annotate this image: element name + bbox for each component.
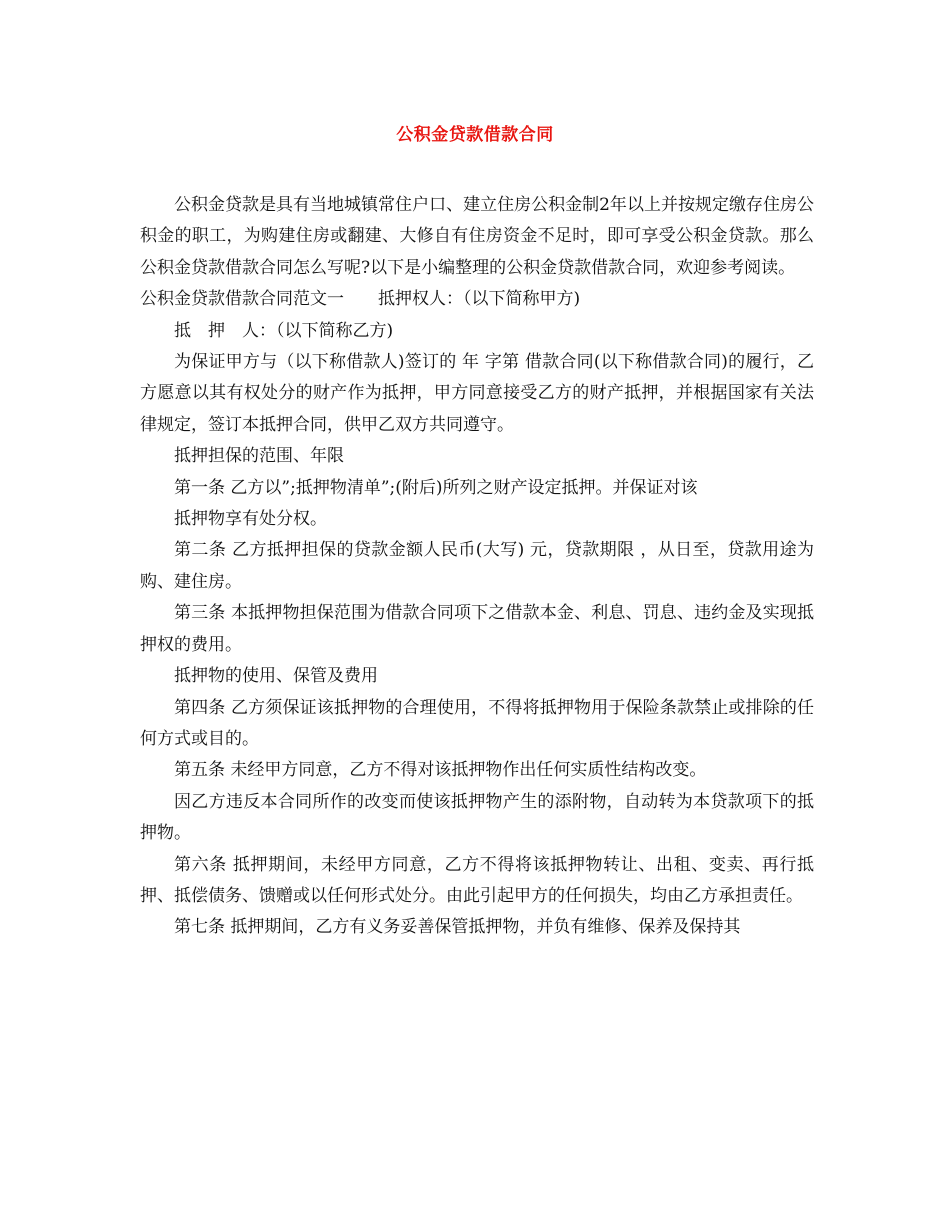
- paragraph: 第七条 抵押期间，乙方有义务妥善保管抵押物，并负有维修、保养及保持其: [174, 917, 741, 938]
- paragraph: 抵押物享有处分权。: [174, 509, 327, 530]
- paragraph: 抵押担保的范围、年限: [174, 446, 344, 467]
- paragraph: 第二条 乙方抵押担保的贷款金额人民币(大写) 元，贷款期限 ，从日至，贷款用途为购、建住房。: [140, 540, 814, 592]
- paragraph: 第四条 乙方须保证该抵押物的合理使用，不得将抵押物用于保险条款禁止或排除的任何方式或目的。: [140, 697, 814, 749]
- paragraph: 抵 押 人：（以下简称乙方): [174, 320, 394, 341]
- paragraph: 第一条 乙方以”;抵押物清单”;(附后)所列之财产设定抵押。并保证对该: [174, 477, 698, 498]
- paragraph: 第三条 本抵押物担保范围为借款合同项下之借款本金、利息、罚息、违约金及实现抵押权的费用。: [140, 603, 814, 655]
- paragraph: 因乙方违反本合同所作的改变而使该抵押物产生的添附物，自动转为本贷款项下的抵押物。: [140, 791, 814, 844]
- document-title: 公积金贷款借款合同: [396, 125, 554, 145]
- paragraph: 公积金贷款借款合同范文一 抵押权人：（以下简称甲方): [140, 289, 581, 310]
- paragraph: 第六条 抵押期间，未经甲方同意，乙方不得将该抵押物转让、出租、变卖、再行抵押、抵偿债务、馈赠或以任何形式处分。由此引起甲方的任何损失，均由乙方承担责任。: [140, 854, 814, 906]
- document-body: [140, 190, 814, 944]
- paragraph: 为保证甲方与（以下称借款人)签订的 年 字第 借款合同(以下称借款合同)的履行，乙方愿意以其有权处分的财产作为抵押，甲方同意接受乙方的财产抵押，并根据国家有关法律规定，签订本抵押合同，供甲乙双方共同遵守。: [140, 352, 814, 435]
- paragraph: 公积金贷款是具有当地城镇常住户口、建立住房公积金制2年以上并按规定缴存住房公积金的职工，为购建住房或翻建、大修自有住房资金不足时，即可享受公积金贷款。那么公积金贷款借款合同怎么写呢?以下是小编整理的公积金贷款借款合同，欢迎参考阅读。: [140, 195, 814, 278]
- paragraph: 抵押物的使用、保管及费用: [174, 666, 378, 687]
- paragraph: 第五条 未经甲方同意，乙方不得对该抵押物作出任何实质性结构改变。: [174, 760, 707, 781]
